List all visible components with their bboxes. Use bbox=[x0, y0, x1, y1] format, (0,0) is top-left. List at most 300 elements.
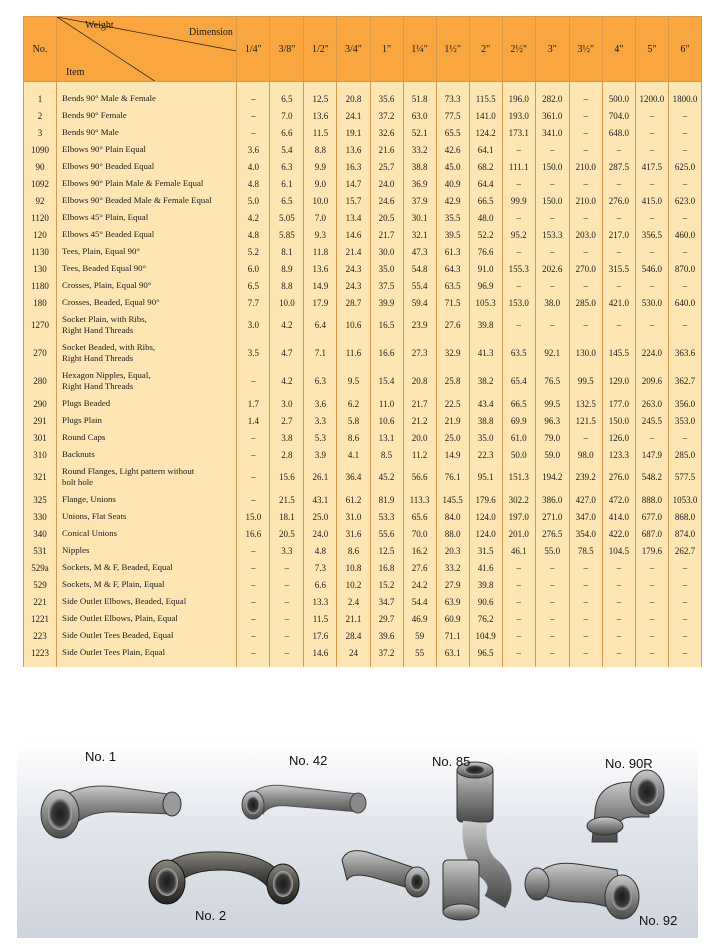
weight-value: 95.2 bbox=[502, 226, 535, 243]
weight-value: 51.8 bbox=[403, 82, 436, 108]
weight-value: 27.6 bbox=[436, 311, 469, 339]
weight-value: – bbox=[237, 463, 270, 491]
weight-value: 63.9 bbox=[436, 593, 469, 610]
weight-value: 888.0 bbox=[635, 491, 668, 508]
weight-value: – bbox=[635, 277, 668, 294]
weight-value: – bbox=[237, 107, 270, 124]
weight-value: 10.6 bbox=[370, 412, 403, 429]
weight-value: 32.1 bbox=[403, 226, 436, 243]
item-description bbox=[57, 412, 237, 429]
weight-value: – bbox=[668, 311, 701, 339]
weight-value: 46.1 bbox=[502, 542, 535, 559]
weight-value: – bbox=[668, 277, 701, 294]
weight-value: 35.0 bbox=[469, 429, 502, 446]
weight-value: 3.3 bbox=[304, 412, 337, 429]
weight-value: 88.0 bbox=[436, 525, 469, 542]
weight-value: 17.9 bbox=[304, 294, 337, 311]
fittings-illustration bbox=[17, 742, 698, 938]
weight-value: 2.4 bbox=[337, 593, 370, 610]
item-name: Plugs Plain bbox=[62, 415, 102, 425]
weight-value: 414.0 bbox=[602, 508, 635, 525]
fitting-no42 bbox=[242, 785, 366, 819]
table-row bbox=[24, 429, 702, 446]
table-row bbox=[24, 610, 702, 627]
fitting-no85 bbox=[443, 762, 500, 920]
size-header: 2½" bbox=[502, 17, 535, 82]
item-name: Bends 90° Female bbox=[62, 110, 127, 120]
weight-value: 43.1 bbox=[304, 491, 337, 508]
item-name: Elbows 90° Plain Male & Female Equal bbox=[62, 178, 204, 188]
weight-value: 92.1 bbox=[535, 339, 569, 367]
size-header: 4" bbox=[602, 17, 635, 82]
weight-value: 39.8 bbox=[469, 576, 502, 593]
weight-value: – bbox=[270, 610, 304, 627]
weight-value: 3.6 bbox=[237, 141, 270, 158]
weight-value: 66.5 bbox=[502, 395, 535, 412]
weight-value: 24 bbox=[337, 644, 370, 667]
weight-value: 196.0 bbox=[502, 82, 535, 108]
weight-value: 11.2 bbox=[403, 446, 436, 463]
weight-value: 8.1 bbox=[270, 243, 304, 260]
weight-value: – bbox=[635, 593, 668, 610]
weight-value: 9.0 bbox=[304, 175, 337, 192]
weight-value: 5.05 bbox=[270, 209, 304, 226]
weight-value: 870.0 bbox=[668, 260, 701, 277]
table-row bbox=[24, 277, 702, 294]
weight-value: 15.2 bbox=[370, 576, 403, 593]
item-name: Elbows 90° Beaded Equal bbox=[62, 161, 155, 171]
fitting-no1 bbox=[41, 786, 181, 838]
item-number: 310 bbox=[24, 446, 57, 463]
weight-value: 153.0 bbox=[502, 294, 535, 311]
item-description bbox=[57, 627, 237, 644]
weight-value: 422.0 bbox=[602, 525, 635, 542]
weight-value: 276.0 bbox=[602, 192, 635, 209]
weight-value: – bbox=[602, 209, 635, 226]
weight-value: 59 bbox=[403, 627, 436, 644]
weight-value: 4.7 bbox=[270, 339, 304, 367]
item-name: Elbows 90° Plain Equal bbox=[62, 144, 146, 154]
weight-value: 217.0 bbox=[602, 226, 635, 243]
weight-value: 5.8 bbox=[337, 412, 370, 429]
weight-value: 38.2 bbox=[469, 367, 502, 395]
weight-value: 6.6 bbox=[270, 124, 304, 141]
weight-value: 302.2 bbox=[502, 491, 535, 508]
table-row bbox=[24, 107, 702, 124]
weight-value: 7.0 bbox=[270, 107, 304, 124]
weight-value: 472.0 bbox=[602, 491, 635, 508]
weight-value: 60.9 bbox=[436, 610, 469, 627]
weight-value: – bbox=[569, 576, 602, 593]
table-row bbox=[24, 243, 702, 260]
weight-value: 70.0 bbox=[403, 525, 436, 542]
weight-value: 4.8 bbox=[304, 542, 337, 559]
weight-value: 623.0 bbox=[668, 192, 701, 209]
item-description bbox=[57, 508, 237, 525]
weight-value: 21.4 bbox=[337, 243, 370, 260]
table-row bbox=[24, 412, 702, 429]
weight-value: 20.0 bbox=[403, 429, 436, 446]
weight-value: – bbox=[668, 593, 701, 610]
weight-value: 3.5 bbox=[237, 339, 270, 367]
item-label: Item bbox=[66, 67, 85, 78]
item-description bbox=[57, 158, 237, 175]
item-number: 325 bbox=[24, 491, 57, 508]
weight-value: 41.3 bbox=[469, 339, 502, 367]
weight-value: 21.7 bbox=[403, 395, 436, 412]
item-name: Bends 90° Male & Female bbox=[62, 93, 156, 103]
weight-value: – bbox=[237, 124, 270, 141]
weight-value: 2.7 bbox=[270, 412, 304, 429]
weight-value: – bbox=[635, 124, 668, 141]
weight-value: 6.4 bbox=[304, 311, 337, 339]
item-description bbox=[57, 559, 237, 576]
weight-value: 20.5 bbox=[270, 525, 304, 542]
weight-value: – bbox=[602, 644, 635, 667]
item-name-line2: Right Hand Threads bbox=[62, 381, 134, 391]
item-description bbox=[57, 311, 237, 339]
weight-value: 6.2 bbox=[337, 395, 370, 412]
weight-value: 124.0 bbox=[469, 525, 502, 542]
weight-value: 52.1 bbox=[403, 124, 436, 141]
weight-value: 40.9 bbox=[436, 175, 469, 192]
weight-value: – bbox=[502, 644, 535, 667]
table-row bbox=[24, 508, 702, 525]
weight-value: 179.6 bbox=[635, 542, 668, 559]
weight-value: 6.1 bbox=[270, 175, 304, 192]
item-number: 529a bbox=[24, 559, 57, 576]
weight-value: – bbox=[602, 277, 635, 294]
weight-value: 36.9 bbox=[403, 175, 436, 192]
weight-value: 124.0 bbox=[469, 508, 502, 525]
weight-value: 64.1 bbox=[469, 141, 502, 158]
weight-value: 8.6 bbox=[337, 429, 370, 446]
weight-value: 38.8 bbox=[403, 158, 436, 175]
weight-value: – bbox=[270, 559, 304, 576]
weight-value: 25.0 bbox=[436, 429, 469, 446]
item-name: Nipples bbox=[62, 545, 90, 555]
weight-value: 28.4 bbox=[337, 627, 370, 644]
weight-value: – bbox=[502, 175, 535, 192]
table-row bbox=[24, 141, 702, 158]
item-name: Side Outlet Elbows, Beaded, Equal bbox=[62, 596, 187, 606]
table-row bbox=[24, 260, 702, 277]
weight-value: 1.7 bbox=[237, 395, 270, 412]
weight-value: 263.0 bbox=[635, 395, 668, 412]
fitting-small-offset bbox=[342, 851, 429, 897]
item-description bbox=[57, 260, 237, 277]
weight-value: 11.0 bbox=[370, 395, 403, 412]
weight-value: 11.6 bbox=[337, 339, 370, 367]
table-row bbox=[24, 226, 702, 243]
weight-value: – bbox=[668, 576, 701, 593]
item-name: Hexagon Nipples, Equal, bbox=[62, 370, 151, 380]
weight-value: 1053.0 bbox=[668, 491, 701, 508]
item-name: Side Outlet Tees Beaded, Equal bbox=[62, 630, 174, 640]
weight-value: – bbox=[535, 243, 569, 260]
weight-value: 20.5 bbox=[370, 209, 403, 226]
weight-value: 63.1 bbox=[436, 644, 469, 667]
weight-value: 37.2 bbox=[370, 644, 403, 667]
table-row bbox=[24, 491, 702, 508]
weight-value: 41.6 bbox=[469, 559, 502, 576]
weight-value: 625.0 bbox=[668, 158, 701, 175]
weight-value: 39.5 bbox=[436, 226, 469, 243]
weight-value: 55 bbox=[403, 644, 436, 667]
item-number: 3 bbox=[24, 124, 57, 141]
weight-value: 65.4 bbox=[502, 367, 535, 395]
size-header: 3/4" bbox=[337, 17, 370, 82]
weight-value: 145.5 bbox=[602, 339, 635, 367]
weight-value: – bbox=[502, 141, 535, 158]
size-header: 3" bbox=[535, 17, 569, 82]
weight-value: 15.7 bbox=[337, 192, 370, 209]
weight-value: 354.0 bbox=[569, 525, 602, 542]
weight-value: 31.6 bbox=[337, 525, 370, 542]
weight-value: 31.5 bbox=[469, 542, 502, 559]
weight-value: 54.4 bbox=[403, 593, 436, 610]
weight-value: 193.0 bbox=[502, 107, 535, 124]
weight-value: 46.9 bbox=[403, 610, 436, 627]
weight-value: 104.9 bbox=[469, 627, 502, 644]
item-number: 270 bbox=[24, 339, 57, 367]
weight-value: 9.5 bbox=[337, 367, 370, 395]
weight-value: 153.3 bbox=[535, 226, 569, 243]
weight-value: 224.0 bbox=[635, 339, 668, 367]
caption-no1: No. 1 bbox=[85, 749, 117, 764]
item-name: Unions, Flat Seats bbox=[62, 511, 127, 521]
table-row bbox=[24, 525, 702, 542]
item-description bbox=[57, 576, 237, 593]
weight-value: 56.6 bbox=[403, 463, 436, 491]
table-row bbox=[24, 463, 702, 491]
weight-value: – bbox=[502, 593, 535, 610]
weight-value: – bbox=[569, 107, 602, 124]
weight-value: 147.9 bbox=[635, 446, 668, 463]
caption-no90r: No. 90R bbox=[605, 756, 653, 771]
weight-value: 194.2 bbox=[535, 463, 569, 491]
weight-value: – bbox=[635, 209, 668, 226]
weight-value: – bbox=[635, 175, 668, 192]
weight-value: 27.3 bbox=[403, 339, 436, 367]
weight-value: 31.0 bbox=[337, 508, 370, 525]
no-header: No. bbox=[24, 17, 57, 82]
weight-value: 6.3 bbox=[304, 367, 337, 395]
weight-value: – bbox=[602, 627, 635, 644]
weight-value: – bbox=[602, 243, 635, 260]
weight-value: 356.5 bbox=[635, 226, 668, 243]
item-name: Tees, Beaded Equal 90° bbox=[62, 263, 147, 273]
weight-value: 179.6 bbox=[469, 491, 502, 508]
weight-value: 55.0 bbox=[535, 542, 569, 559]
weight-value: 29.7 bbox=[370, 610, 403, 627]
caption-no85: No. 85 bbox=[432, 754, 471, 769]
weight-value: 15.6 bbox=[270, 463, 304, 491]
weight-value: 61.2 bbox=[337, 491, 370, 508]
fitting-no90r bbox=[587, 770, 664, 842]
weight-value: 417.5 bbox=[635, 158, 668, 175]
item-description bbox=[57, 277, 237, 294]
weight-value: 173.1 bbox=[502, 124, 535, 141]
size-header: 1¼" bbox=[403, 17, 436, 82]
weight-value: – bbox=[569, 82, 602, 108]
weight-value: – bbox=[237, 559, 270, 576]
weight-value: 4.8 bbox=[237, 175, 270, 192]
table-row bbox=[24, 576, 702, 593]
weight-value: – bbox=[237, 644, 270, 667]
weight-value: 73.3 bbox=[436, 82, 469, 108]
weight-value: 141.0 bbox=[469, 107, 502, 124]
weight-value: 10.0 bbox=[270, 294, 304, 311]
weight-value: – bbox=[237, 610, 270, 627]
weight-value: 7.3 bbox=[304, 559, 337, 576]
weight-value: 8.9 bbox=[270, 260, 304, 277]
item-number: 280 bbox=[24, 367, 57, 395]
weight-value: 356.0 bbox=[668, 395, 701, 412]
weight-value: 874.0 bbox=[668, 525, 701, 542]
item-name: Side Outlet Elbows, Plain, Equal bbox=[62, 613, 178, 623]
weight-value: 17.6 bbox=[304, 627, 337, 644]
weight-value: – bbox=[668, 124, 701, 141]
weight-value: 30.1 bbox=[403, 209, 436, 226]
weight-value: 27.9 bbox=[436, 576, 469, 593]
caption-no92: No. 92 bbox=[639, 913, 678, 928]
weight-value: 30.0 bbox=[370, 243, 403, 260]
weight-value: 4.8 bbox=[237, 226, 270, 243]
weight-value: – bbox=[502, 277, 535, 294]
weight-value: 96.5 bbox=[469, 644, 502, 667]
item-name: Flange, Unions bbox=[62, 494, 116, 504]
weight-value: – bbox=[569, 209, 602, 226]
weight-value: 145.5 bbox=[436, 491, 469, 508]
weight-value: – bbox=[569, 610, 602, 627]
table-row bbox=[24, 446, 702, 463]
weight-value: – bbox=[502, 209, 535, 226]
weight-value: 10.6 bbox=[337, 311, 370, 339]
weight-value: 111.1 bbox=[502, 158, 535, 175]
weight-value: 530.0 bbox=[635, 294, 668, 311]
item-name: Conical Unions bbox=[62, 528, 118, 538]
size-header: 3½" bbox=[569, 17, 602, 82]
item-number: 130 bbox=[24, 260, 57, 277]
weight-value: 3.0 bbox=[237, 311, 270, 339]
corner-header bbox=[57, 17, 237, 82]
weight-value: 13.4 bbox=[337, 209, 370, 226]
weight-value: – bbox=[668, 243, 701, 260]
item-number: 291 bbox=[24, 412, 57, 429]
weight-value: – bbox=[569, 593, 602, 610]
weight-value: 4.1 bbox=[337, 446, 370, 463]
size-header: 2" bbox=[469, 17, 502, 82]
item-description bbox=[57, 525, 237, 542]
weight-value: 64.3 bbox=[436, 260, 469, 277]
weight-value: – bbox=[535, 311, 569, 339]
table-row bbox=[24, 395, 702, 412]
weight-value: 23.9 bbox=[403, 311, 436, 339]
weight-value: 3.8 bbox=[270, 429, 304, 446]
weight-value: – bbox=[237, 429, 270, 446]
weight-value: 5.0 bbox=[237, 192, 270, 209]
weight-value: 130.0 bbox=[569, 339, 602, 367]
weight-value: 69.9 bbox=[502, 412, 535, 429]
weight-value: – bbox=[635, 559, 668, 576]
weight-value: 38.0 bbox=[535, 294, 569, 311]
weight-value: 65.6 bbox=[403, 508, 436, 525]
item-name: Round Flanges, Light pattern without bbox=[62, 466, 195, 476]
weight-value: 16.8 bbox=[370, 559, 403, 576]
weight-value: – bbox=[502, 311, 535, 339]
table-row bbox=[24, 367, 702, 395]
weight-value: – bbox=[502, 243, 535, 260]
weight-value: – bbox=[535, 593, 569, 610]
header-row bbox=[24, 17, 702, 82]
weight-value: 61.0 bbox=[502, 429, 535, 446]
weight-value: 55.4 bbox=[403, 277, 436, 294]
weight-value: 415.0 bbox=[635, 192, 668, 209]
weight-value: 677.0 bbox=[635, 508, 668, 525]
weight-value: 12.5 bbox=[304, 82, 337, 108]
weight-value: 59.4 bbox=[403, 294, 436, 311]
item-number: 92 bbox=[24, 192, 57, 209]
weight-value: 16.2 bbox=[403, 542, 436, 559]
item-name-line2: Right Hand Threads bbox=[62, 325, 134, 335]
weight-value: – bbox=[237, 576, 270, 593]
weight-value: – bbox=[602, 141, 635, 158]
weight-value: – bbox=[635, 627, 668, 644]
item-name: Sockets, M & F, Plain, Equal bbox=[62, 579, 165, 589]
weight-value: 210.0 bbox=[569, 192, 602, 209]
weight-value: 202.6 bbox=[535, 260, 569, 277]
weight-value: 271.0 bbox=[535, 508, 569, 525]
weight-value: 113.3 bbox=[403, 491, 436, 508]
weight-value: 150.0 bbox=[535, 158, 569, 175]
weight-value: 6.0 bbox=[237, 260, 270, 277]
size-header: 3/8" bbox=[270, 17, 304, 82]
weight-value: 63.5 bbox=[502, 339, 535, 367]
weight-value: 640.0 bbox=[668, 294, 701, 311]
weight-value: – bbox=[237, 82, 270, 108]
weight-value: 91.0 bbox=[469, 260, 502, 277]
weight-value: 4.0 bbox=[237, 158, 270, 175]
weight-value: 21.5 bbox=[270, 491, 304, 508]
weight-value: 24.0 bbox=[304, 525, 337, 542]
weight-value: – bbox=[535, 175, 569, 192]
weight-value: 239.2 bbox=[569, 463, 602, 491]
weight-value: 270.0 bbox=[569, 260, 602, 277]
weight-value: 10.2 bbox=[337, 576, 370, 593]
item-number: 321 bbox=[24, 463, 57, 491]
weight-value: 1200.0 bbox=[635, 82, 668, 108]
weight-value: – bbox=[502, 576, 535, 593]
weight-value: 98.0 bbox=[569, 446, 602, 463]
weight-value: – bbox=[668, 644, 701, 667]
weight-value: 10.8 bbox=[337, 559, 370, 576]
weight-value: 53.3 bbox=[370, 508, 403, 525]
weight-value: 5.4 bbox=[270, 141, 304, 158]
weight-value: 9.9 bbox=[304, 158, 337, 175]
item-name: Crosses, Plain, Equal 90° bbox=[62, 280, 152, 290]
weight-value: 276.5 bbox=[535, 525, 569, 542]
weight-value: 361.0 bbox=[535, 107, 569, 124]
weight-value: 64.4 bbox=[469, 175, 502, 192]
weight-value: 363.6 bbox=[668, 339, 701, 367]
weight-value: 105.3 bbox=[469, 294, 502, 311]
weight-value: 50.0 bbox=[502, 446, 535, 463]
weight-value: 115.5 bbox=[469, 82, 502, 108]
weight-value: 79.0 bbox=[535, 429, 569, 446]
weight-value: 39.9 bbox=[370, 294, 403, 311]
caption-no42: No. 42 bbox=[289, 753, 328, 768]
